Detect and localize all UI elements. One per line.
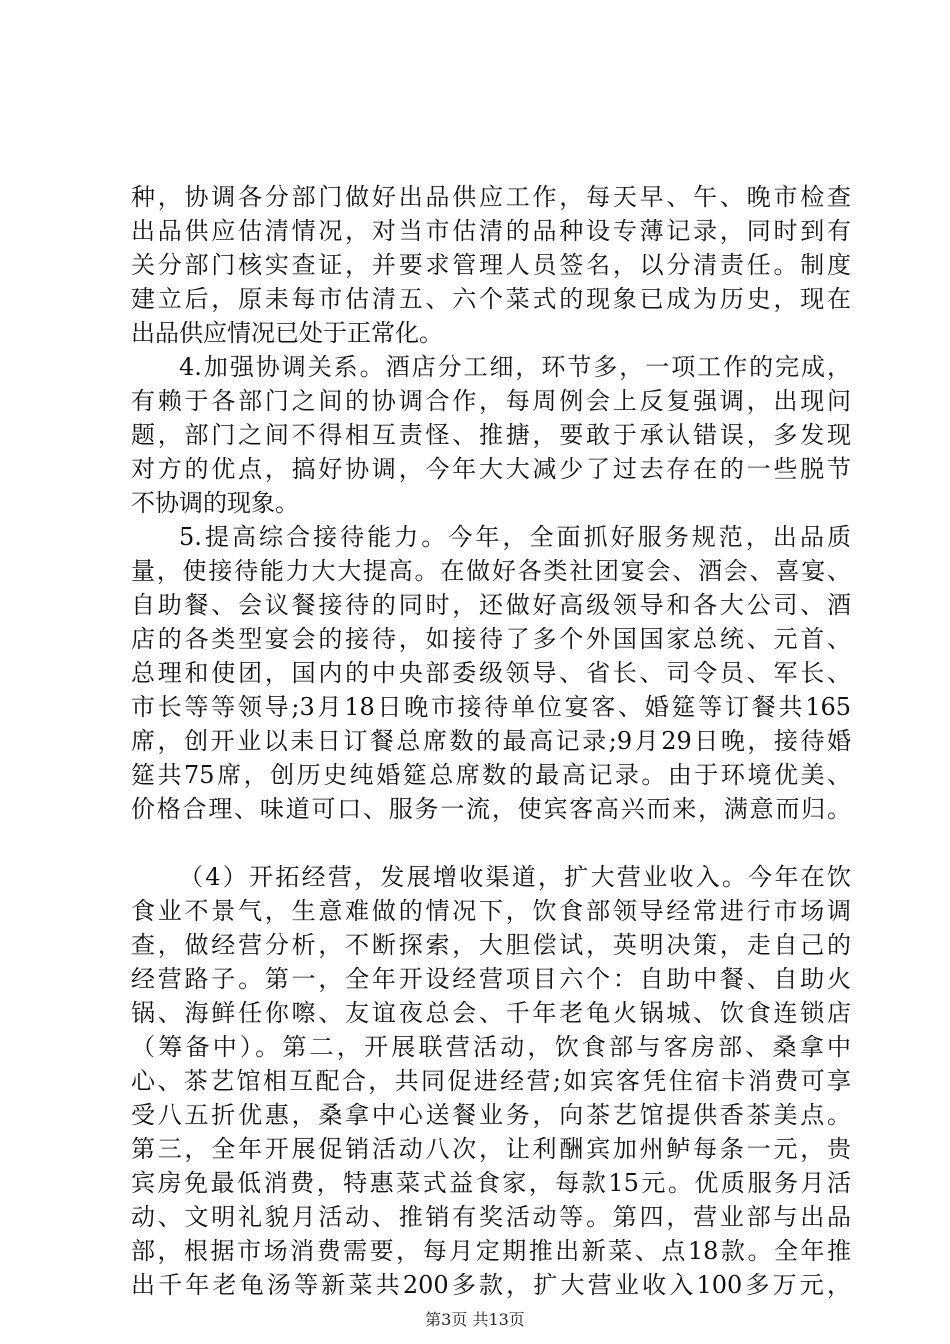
- text-line: 关分部门核实查证，并要求管理人员签名，以分清责任。制度: [131, 251, 851, 279]
- text-line: 食业不景气，生意难做的情况下，饮食部领导经常进行市场调: [131, 897, 851, 925]
- text-line: 店的各类型宴会的接待，如接待了多个外国国家总统、元首、: [131, 625, 851, 653]
- text-line: 不协调的现象。: [131, 489, 299, 517]
- text-line: 宾房免最低消费，特惠菜式益食家，每款15元。优质服务月活: [131, 1169, 851, 1197]
- text-line: 锅、海鲜任你嚓、友谊夜总会、千年老龟火锅城、饮食连锁店: [131, 999, 851, 1027]
- text-line: 建立后，原耒每市估清五、六个菜式的现象已成为历史，现在: [131, 285, 851, 313]
- text-line: 部，根据市场消费需要，每月定期推出新菜、点18款。全年推: [131, 1237, 851, 1265]
- text-line: 查，做经营分析，不断探索，大胆偿试，英明决策，走自己的: [131, 931, 851, 959]
- text-line: 心、茶艺馆相互配合，共同促进经营;如宾客凭住宿卡消费可享: [131, 1067, 851, 1095]
- text-line: 第三，全年开展促销活动八次，让利酬宾加州鲈每条一元，贵: [131, 1135, 851, 1163]
- text-line: 市长等等领导;3月18日晚市接待单位宴客、婚筵等订餐共165: [131, 693, 851, 721]
- text-line: 题，部门之间不得相互责怪、推搪，要敢于承认错误，多发现: [131, 421, 851, 449]
- text-line: 筵共75席，创历史纯婚筵总席数的最高记录。由于环境优美、: [131, 761, 851, 789]
- text-line: 动、文明礼貌月活动、推销有奖活动等。第四，营业部与出品: [131, 1203, 851, 1231]
- text-line: 种，协调各分部门做好出品供应工作，每天早、午、晚市检查: [131, 183, 851, 211]
- paragraph-start-line: （4）开拓经营，发展增收渠道，扩大营业收入。今年在饮: [179, 863, 851, 891]
- text-line: 受八五折优惠，桑拿中心送餐业务，向茶艺馆提供香茶美点。: [131, 1101, 851, 1129]
- page-number-footer: 第3页 共13页: [425, 1310, 525, 1329]
- text-line: 出千年老龟汤等新菜共200多款，扩大营业收入100多万元，: [131, 1271, 851, 1299]
- text-line: 自助餐、会议餐接待的同时，还做好高级领导和各大公司、酒: [131, 591, 851, 619]
- text-line: 对方的优点，搞好协调，今年大大减少了过去存在的一些脱节: [131, 455, 851, 483]
- text-line: 席，创开业以耒日订餐总席数的最高记录;9月29日晚，接待婚: [131, 727, 851, 755]
- text-line: 有赖于各部门之间的协调合作，每周例会上反复强调，出现问: [131, 387, 851, 415]
- text-line: （筹备中）。第二，开展联营活动，饮食部与客房部、桑拿中: [131, 1033, 851, 1061]
- text-line: 出品供应情况已处于正常化。: [131, 319, 443, 347]
- text-line: 经营路子。第一，全年开设经营项目六个：自助中餐、自助火: [131, 965, 851, 993]
- paragraph-start-line: 4.加强协调关系。酒店分工细，环节多，一项工作的完成，: [179, 353, 851, 381]
- text-line: 出品供应估清情况，对当市估清的品种设专薄记录，同时到有: [131, 217, 851, 245]
- paragraph-start-line: 5.提高综合接待能力。今年，全面抓好服务规范，出品质: [179, 523, 851, 551]
- text-line: 价格合理、味道可口、服务一流，使宾客高兴而来，满意而归。: [131, 795, 851, 823]
- text-line: 量，使接待能力大大提高。在做好各类社团宴会、酒会、喜宴、: [131, 557, 851, 585]
- text-line: 总理和使团，国内的中央部委级领导、省长、司令员、军长、: [131, 659, 851, 687]
